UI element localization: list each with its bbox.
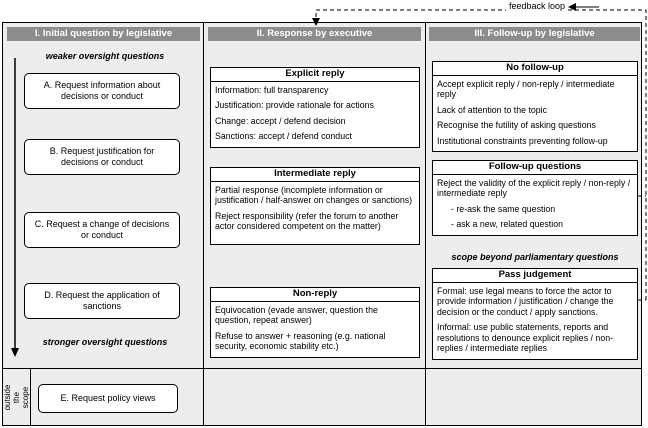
followup-questions-line: Reject the validity of the explicit reply / non-reply / intermediate reply — [437, 177, 631, 198]
pass-judgement-title: Pass judgement — [433, 269, 637, 283]
non-reply-title: Non-reply — [211, 288, 419, 302]
explicit-reply-line: Information: full transparency — [215, 84, 329, 95]
intermediate-reply-box — [210, 167, 420, 245]
explicit-reply-title: Explicit reply — [211, 68, 419, 82]
followup-questions-line: - ask a new, related question — [451, 219, 563, 229]
box-d-request-sanctions: D. Request the application of sanctions — [24, 283, 180, 319]
outside-scope-label — [3, 369, 30, 425]
no-followup-title: No follow-up — [433, 62, 637, 76]
explicit-reply-line: Change: accept / defend decision — [215, 115, 346, 126]
intermediate-reply-line: Reject responsibility (refer the forum to another actor considered competent on the matter) — [215, 210, 399, 231]
column2-header: II. Response by executive — [208, 27, 421, 41]
weaker-questions-label: weaker oversight questions — [45, 51, 165, 61]
followup-questions-body — [433, 175, 637, 230]
pass-judgement-body — [433, 283, 637, 354]
non-reply-body — [211, 302, 419, 352]
box-b-request-justification: B. Request justification for decisions or conduct — [24, 139, 180, 175]
column-divider-2 — [425, 22, 426, 426]
explicit-reply-line: Sanctions: accept / defend conduct — [215, 131, 352, 141]
explicit-reply-box — [210, 67, 420, 148]
explicit-reply-line: Justification: provide rationale for actions — [215, 100, 374, 110]
followup-questions-line: - re-ask the same question — [451, 203, 556, 214]
scope-divider-line — [2, 368, 642, 369]
feedback-left-arrowhead-icon — [568, 3, 576, 11]
outside-scope-label-text: outside the scope — [3, 384, 30, 410]
non-reply-line: Refuse to answer + reasoning (e.g. national security, economic stability etc.) — [215, 330, 386, 351]
pass-judgement-box — [432, 268, 638, 360]
feedback-loop-label: feedback loop — [506, 1, 568, 11]
box-c-request-change: C. Request a change of decisions or conduct — [24, 212, 180, 248]
outside-scope-divider — [30, 368, 31, 426]
no-followup-box — [432, 61, 638, 152]
intermediate-reply-title: Intermediate reply — [211, 168, 419, 182]
followup-questions-title: Follow-up questions — [433, 161, 637, 175]
pass-judgement-line: Formal: use legal means to force the actor to provide information / justification / change the decision or the conduct / apply sanctions. — [437, 285, 614, 317]
scope-beyond-label: scope beyond parliamentary questions — [451, 252, 619, 262]
column1-header: I. Initial question by legislative — [7, 27, 200, 41]
no-followup-line: Recognise the futility of asking questions — [437, 120, 596, 130]
box-e-request-policy-views: E. Request policy views — [38, 384, 178, 413]
no-followup-line: Lack of attention to the topic — [437, 104, 548, 115]
no-followup-body — [433, 76, 637, 147]
no-followup-line: Accept explicit reply / non-reply / intermediate reply — [437, 78, 615, 99]
non-reply-line: Equivocation (evade answer, question the question, repeat answer) — [215, 304, 378, 325]
stronger-questions-label: stronger oversight questions — [42, 337, 168, 347]
pass-judgement-line: Informal: use public statements, reports and resolutions to denounce explicit replies / non-replies / intermediate replies — [437, 322, 614, 353]
intermediate-reply-body — [211, 182, 419, 232]
intermediate-reply-line: Partial response (incomplete information or justification / half-answer on changes or sanctions) — [215, 184, 413, 205]
non-reply-box — [210, 287, 420, 358]
no-followup-line: Institutional constraints preventing follow-up — [437, 135, 608, 146]
followup-questions-box — [432, 160, 638, 236]
explicit-reply-body — [211, 82, 419, 142]
box-a-request-information: A. Request information about decisions or conduct — [24, 73, 180, 109]
column-divider-1 — [203, 22, 204, 426]
column3-header: III. Follow-up by legislative — [429, 27, 640, 41]
